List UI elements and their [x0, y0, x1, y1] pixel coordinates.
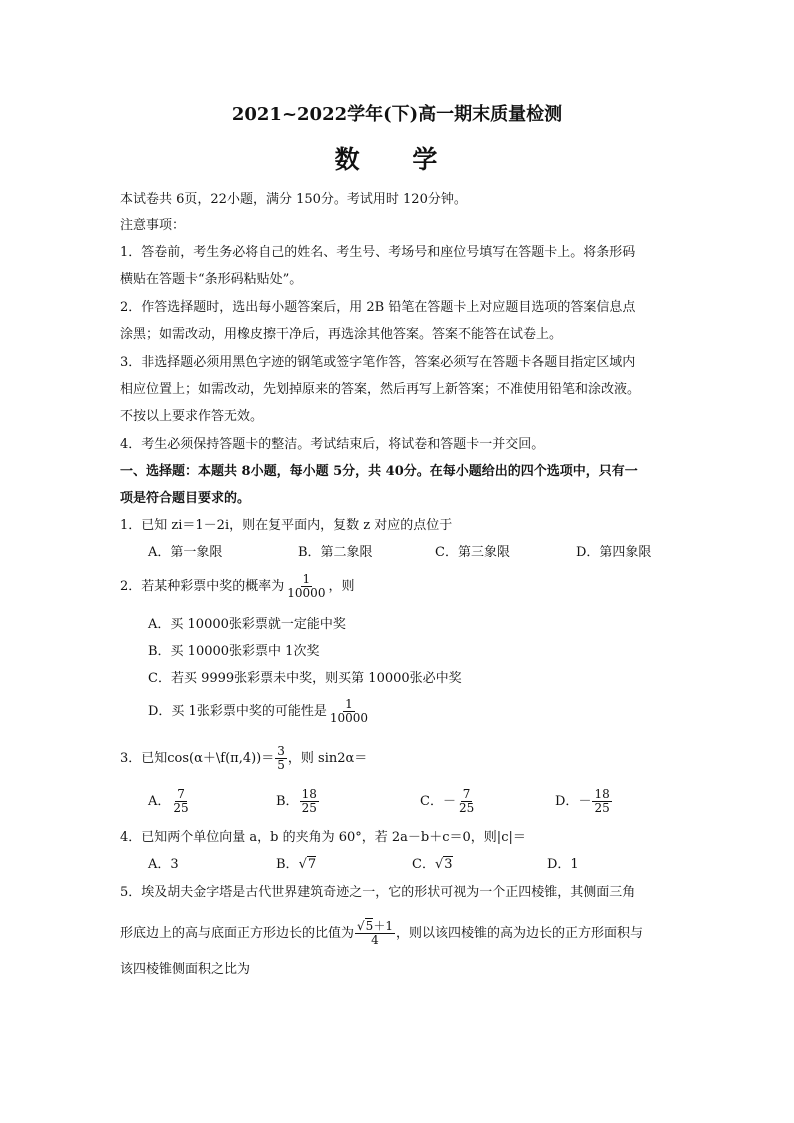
q5-line2-prefix: 形底边上的高与底面正方形边长的比值为 [120, 926, 355, 941]
q4-optc-radicand: 3 [444, 857, 453, 872]
q5-ratio-num: √5＋1 [357, 919, 393, 933]
q5-line2-suffix: ，则以该四棱锥的高为边长的正方形面积与 [395, 926, 643, 941]
q3-opt-label: A． [148, 794, 171, 809]
q4-option-d: D．1 [547, 857, 579, 872]
q2-option-d [148, 698, 371, 725]
q3-opt-fraction [592, 788, 611, 815]
question-1-stem: 1．已知 zi＝1－2i，则在复平面内，复数 z 对应的点位于 [120, 518, 453, 533]
q5-ratio-num-rest: ＋1 [373, 919, 393, 933]
q2-fraction [285, 573, 327, 600]
note-line: 4．考生必须保持答题卡的整洁。考试结束后，将试卷和答题卡一并交回。 [120, 437, 545, 452]
q3-option-a [148, 788, 192, 815]
question-4-stem: 4．已知两个单位向量 a，b 的夹角为 60°，若 2a－b＋c＝0，则|c|＝ [120, 830, 526, 845]
note-line: 涂黑；如需改动，用橡皮擦干净后，再选涂其他答案。答案不能答在试卷上。 [120, 327, 563, 342]
q3-opt-fraction [300, 788, 319, 815]
q2-optd-num: 1 [345, 697, 353, 711]
subject-title: 数 学 [334, 145, 460, 174]
q3-opt-num: 18 [594, 787, 610, 801]
q5-ratio-radicand: 5 [365, 919, 374, 933]
q2-optd-prefix: D．买 1张彩票中奖的可能性是 [148, 704, 327, 719]
q3-fraction [275, 745, 287, 772]
q1-option-c: C．第三象限 [435, 545, 510, 560]
question-2-stem [120, 573, 354, 600]
q3-stem-prefix: 3．已知cos(α＋\f(π,4))＝ [120, 751, 275, 766]
q3-frac-den: 5 [277, 758, 285, 772]
q3-opt-fraction [457, 788, 476, 815]
question-5-line1: 5．埃及胡夫金字塔是古代世界建筑奇迹之一，它的形状可视为一个正四棱锥，其侧面三角 [120, 885, 636, 900]
q3-opt-num: 7 [462, 787, 471, 801]
q3-opt-den: 25 [173, 801, 189, 815]
q3-option-d [555, 788, 613, 815]
q3-opt-sign: － [578, 794, 592, 809]
q2-stem-prefix: 2．若某种彩票中奖的概率为 [120, 579, 285, 594]
q3-opt-label: D． [555, 794, 579, 809]
q2-frac-den: 10000 [287, 586, 326, 600]
q2-frac-num: 1 [302, 572, 311, 586]
note-line: 不按以上要求作答无效。 [120, 409, 264, 424]
note-line: 3．非选择题必须用黑色字迹的钢笔或签字笔作答，答案必须写在答题卡各题目指定区域内 [120, 355, 636, 370]
q2-stem-suffix: ，则 [328, 579, 355, 594]
q3-opt-den: 25 [594, 801, 610, 815]
q5-ratio-fraction [355, 920, 395, 947]
q2-option-c: C．若买 9999张彩票未中奖，则买第 10000张必中奖 [148, 671, 462, 686]
section-heading: 一、选择题：本题共 8小题，每小题 5分，共 40分。在每小题给出的四个选项中，只有一 [120, 464, 638, 479]
q4-optb-label: B． [276, 857, 299, 872]
q4-optc-label: C． [412, 857, 435, 872]
q1-option-d: D．第四象限 [576, 545, 652, 560]
notice-heading: 注意事项： [120, 218, 186, 233]
q3-option-c [420, 788, 477, 815]
q3-opt-fraction [171, 788, 190, 815]
note-line: 1．答卷前，考生务必将自己的姓名、考生号、考场号和座位号填写在答题卡上。将条形码 [120, 245, 636, 260]
q2-optd-den: 10000 [329, 711, 369, 725]
q4-option-c: C．√3 [412, 857, 453, 872]
q3-opt-den: 25 [458, 801, 475, 815]
exam-summary: 本试卷共 6页，22小题，满分 150分。考试用时 120分钟。 [120, 192, 467, 207]
question-3-stem [120, 745, 367, 772]
q3-stem-suffix: ，则 sin2α＝ [287, 751, 368, 766]
note-line: 横贴在答题卡“条形码粘贴处”。 [120, 272, 303, 287]
q3-option-b [276, 788, 320, 815]
note-line: 相应位置上；如需改动，先划掉原来的答案，然后再写上新答案；不准使用铅笔和涂改液。 [120, 382, 641, 397]
q3-opt-den: 25 [301, 801, 317, 815]
q5-ratio-den: 4 [371, 933, 379, 947]
q4-optb-radicand: 7 [307, 857, 317, 872]
q3-opt-num: 7 [177, 787, 185, 801]
q4-option-a: A．3 [148, 857, 179, 872]
q3-opt-num: 18 [301, 787, 317, 801]
q3-opt-label: B． [276, 794, 299, 809]
q3-frac-num: 3 [277, 744, 285, 758]
q2-optd-fraction [328, 698, 370, 725]
q3-opt-label: C． [420, 794, 443, 809]
q1-option-b: B．第二象限 [298, 545, 373, 560]
q2-option-a: A．买 10000张彩票就一定能中奖 [148, 617, 346, 632]
q1-option-a: A．第一象限 [148, 545, 223, 560]
q2-option-b: B．买 10000张彩票中 1次奖 [148, 644, 320, 659]
question-5-line2 [120, 920, 643, 947]
note-line: 2．作答选择题时，选出每小题答案后，用 2B 铅笔在答题卡上对应题目选项的答案信息点 [120, 300, 636, 315]
section-heading-cont: 项是符合题目要求的。 [120, 491, 251, 506]
exam-title: 2021~2022学年(下)高一期末质量检测 [231, 104, 563, 125]
q4-option-b: B．√7 [276, 857, 317, 872]
q3-opt-sign: － [442, 794, 456, 809]
question-5-line3: 该四棱锥侧面积之比为 [120, 962, 251, 977]
